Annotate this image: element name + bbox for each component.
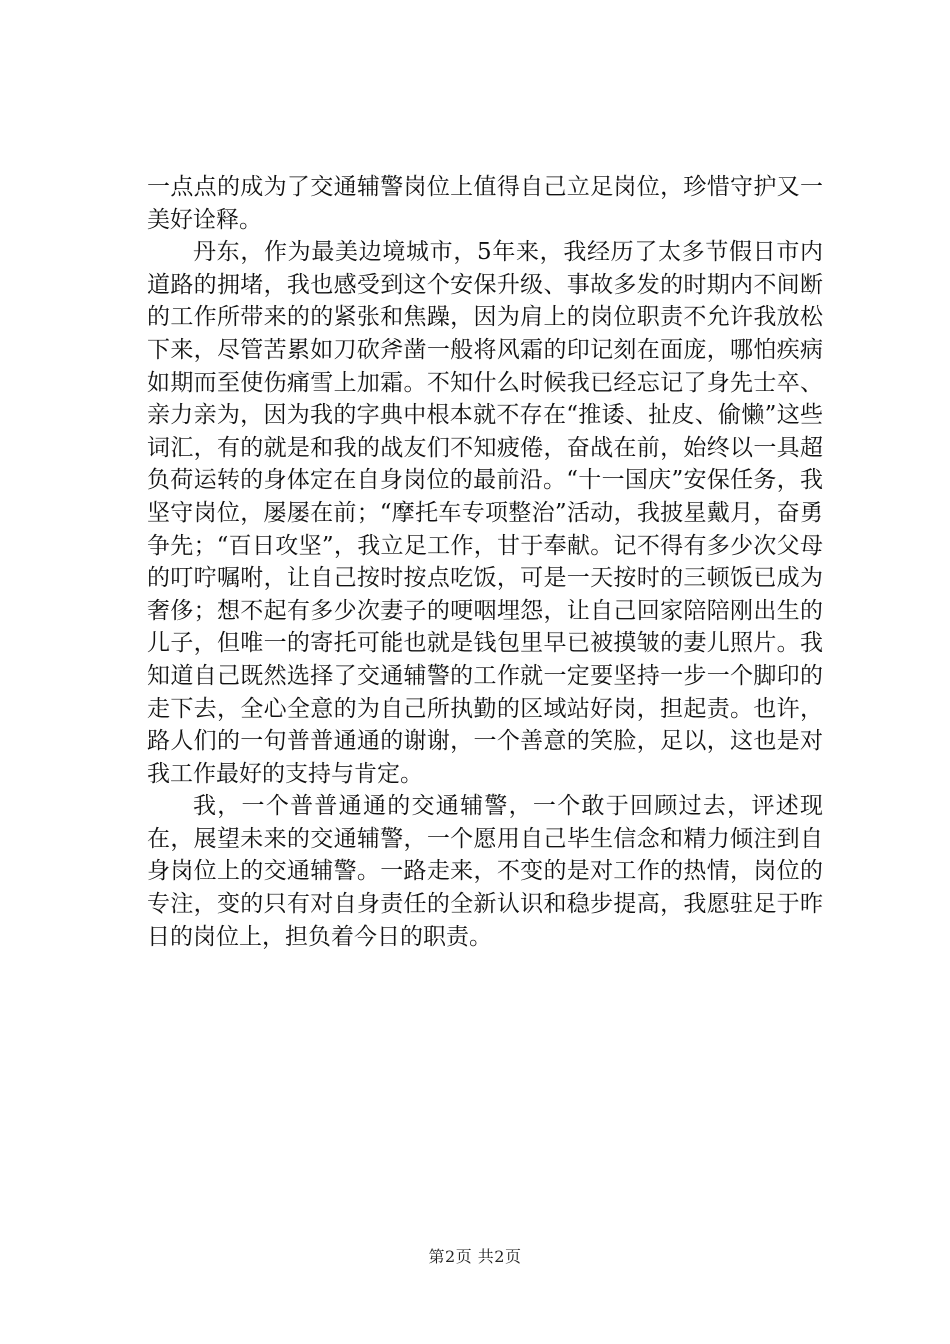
paragraph-conclusion: 我，一个普普通通的交通辅警，一个敢于回顾过去，评述现在，展望未来的交通辅警，一个愿用自己毕生信念和精力倾注到自身岗位上的交通辅警。一路走来，不变的是对工作的热情，岗位的专注，变的只有对自身责任的全新认识和稳步提高，我愿驻足于昨日的岗位上，担负着今日的职责。 [147,793,823,950]
paragraph-dandong: 丹东，作为最美边境城市，5年来，我经历了太多节假日市内道路的拥堵，我也感受到这个安保升级、事故多发的时期内不间断的工作所带来的的紧张和焦躁，因为肩上的岗位职责不允许我放松下来，尽管苦累如刀砍斧凿一般将风霜的印记刻在面庞，哪怕疾病如期而至使伤痛雪上加霜。不知什么时候我已经忘记了身先士卒、亲力亲为，因为我的字典中根本就不存在“推诿、扯皮、偷懒”这些词汇，有的就是和我的战友们不知疲倦，奋战在前，始终以一具超负荷运转的身体定在自身岗位的最前沿。“十一国庆”安保任务，我坚守岗位，屡屡在前；“摩托车专项整治”活动，我披星戴月，奋勇争先；“百日攻坚”，我立足工作，甘于奉献。记不得有多少次父母的叮咛嘱咐，让自己按时按点吃饭，可是一天按时的三顿饭已成为奢侈；想不起有多少次妻子的哽咽埋怨，让自己回家陪陪刚出生的儿子，但唯一的寄托可能也就是钱包里早已被摸皱的妻儿照片。我知道自己既然选择了交通辅警的工作就一定要坚持一步一个脚印的走下去，全心全意的为自己所执勤的区域站好岗，担起责。也许，路人们的一句普普通通的谢谢，一个善意的笑脸，足以，这也是对我工作最好的支持与肯定。 [147,239,823,787]
page-number-footer: 第2页 共2页 [428,1247,522,1266]
paragraph-continuation: 一点点的成为了交通辅警岗位上值得自己立足岗位，珍惜守护又一美好诠释。 [147,174,823,233]
document-body [147,171,823,953]
